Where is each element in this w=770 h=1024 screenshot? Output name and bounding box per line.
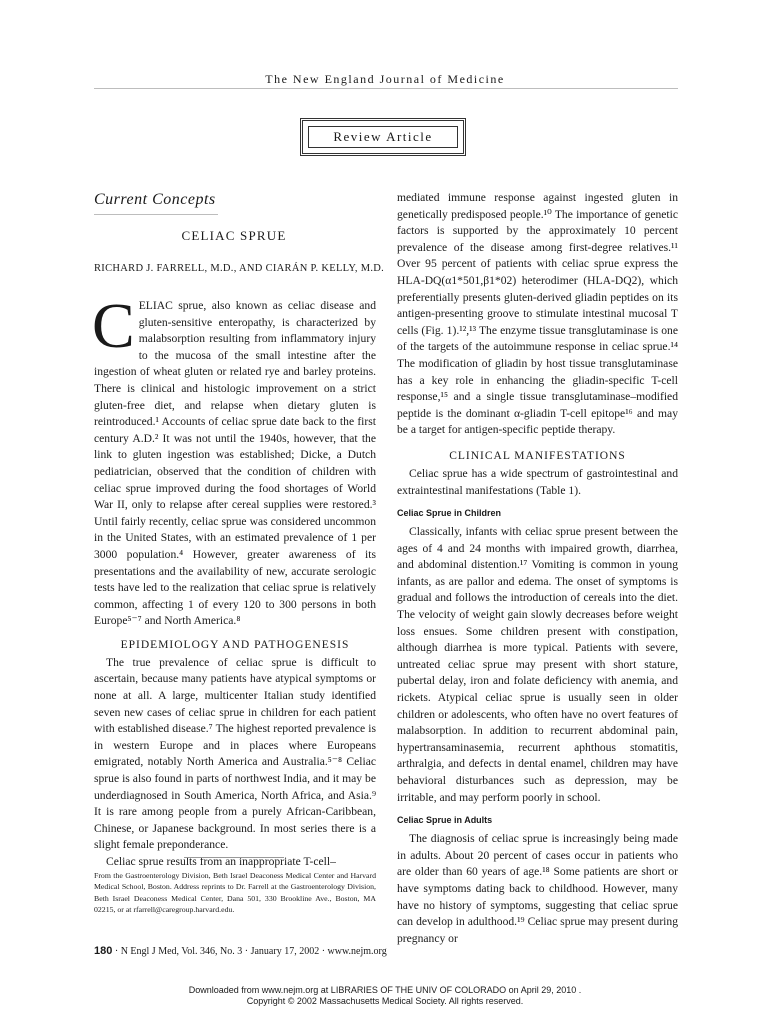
children-paragraph: Classically, infants with celiac sprue present between the ages of 4 and 24 months with impaired growth, diarrhea, and abdominal distention.¹⁷ Vomiting is common in young infants, as are pallor and edema. The onset of symptoms is gradual and follows the introduction of cereals into the diet. The velocity of weight gain slowly decreases before weight loss ensues. Some children present with constipation, although diarrhea is more typical. Patients with severe, untreated celiac sprue may present with short stature, pubertal delay, iron and folate deficiency with anemia, and rickets. Atypical celiac sprue is usually seen in older children or adolescents, who often have no overt features of malabsorption. In addition to recurrent abdominal pain, hypertransaminasemia, recurrent aphthous stomatitis, arthralgia, and defects in dental enamel, children may have behavioral disturbances such as depression, may be irritable, and may perform poorly in school. [397,525,678,804]
header-divider [94,88,678,89]
pathogenesis-continued-paragraph: mediated immune response against ingested gluten in genetically predisposed people.¹⁰ The importance of genetic factors is supported by the approximately 10 percent prevalence of the disease among first-degree relatives.¹¹ Over 95 percent of patients with celiac sprue express the HLA-DQ(α1*501,β1*02) heterodimer (HLA-DQ2), which preferentially presents gluten-derived gliadin peptides on its antigen-presenting groove to stimulate intestinal mucosal T cells (Fig. 1).¹²,¹³ The enzyme tissue transglutaminase is one of the targets of the autoimmune response in celiac sprue.¹⁴ The modification of gliadin by host tissue transglutaminase has a key role in enhancing the gliadin-specific T-cell response,¹⁵ and a single tissue transglutaminase–modified peptide is the dominant α-gliadin T-cell epitope¹⁶ and may be a target for antigen-specific peptide therapy. [397,191,678,437]
copyright-line: Copyright © 2002 Massachusetts Medical Society. All rights reserved. [246,996,524,1006]
article-title: CELIAC SPRUE [181,228,287,243]
intro-text: ELIAC sprue, also known as celiac disease and gluten-sensitive enteropathy, is characterized by malabsorption resulting from inflammatory injury to the mucosa of the small intestine after the ingestion of wheat gluten or related rye and barley proteins. There is clinical and histologic improvement on a strict gluten-free diet, and relapse when dietary gluten is reintroduced.¹ Accounts of celiac sprue date back to the first century A.D.² It was not until the 1940s, however, that the link to gluten ingestion was established; Dicke, a Dutch pediatrician, observed that the condition of children with celiac sprue improved during the food shortages of World War II, only to relapse after cereal supplies were restored.³ Until fairly recently, celiac sprue was considered uncommon in the United States, with an estimated prevalence of 1 per 3000 population.⁴ However, greater awareness of its presentations and the availability of new, accurate serologic tests have led to the realization that celiac sprue is relatively common, affecting 1 of every 120 to 300 persons in both Europe⁵⁻⁷ and North America.⁸ [94,299,376,628]
page-number: 180 [94,945,113,957]
adults-paragraph: The diagnosis of celiac sprue is increasingly being made in adults. About 20 percent of cases occur in patients who are older than 60 years of age.¹⁸ Some patients are short or have symptoms dating back to childhood. However, many have no history of symptoms, suggesting that celiac sprue can develop in adulthood.¹⁹ Celiac sprue may present during pregnancy or [397,832,678,945]
section-heading-clinical: CLINICAL MANIFESTATIONS [449,449,626,462]
drop-cap: C [92,290,135,361]
subheading-adults: Celiac Sprue in Adults [397,815,493,826]
review-article-label: Review Article [308,126,458,148]
download-notice [0,985,770,1007]
intro-paragraph [92,290,376,630]
citation-line: · N Engl J Med, Vol. 346, No. 3 · January 17, 2002 · www.nejm.org [112,946,387,957]
page-footer [94,945,387,957]
article-authors: RICHARD J. FARRELL, M.D., AND CIARÁN P. KELLY, M.D. [94,263,385,274]
footnote-divider [184,857,284,858]
series-divider [94,214,218,215]
series-label: Current Concepts [94,191,216,208]
journal-header: The New England Journal of Medicine [265,72,505,86]
section-heading-epidemiology: EPIDEMIOLOGY AND PATHOGENESIS [120,638,350,651]
review-article-box [300,118,466,156]
affiliation-footnote: From the Gastroenterology Division, Beth Israel Deaconess Medical Center and Harvard Medical School, Boston. Address reprints to Dr. Farrell at the Gastroenterology Division, Beth Israel Deaconess Medical Center, Dana 501, 330 Brookline Ave., Boston, MA 02215, or at rfarrell@caregroup.harvard.edu. [94,871,376,914]
clinical-intro-paragraph: Celiac sprue has a wide spectrum of gastrointestinal and extraintestinal manifestations (Table 1). [397,466,678,497]
left-column [92,290,376,871]
right-column [397,190,678,947]
pathogenesis-paragraph: Celiac sprue results from an inappropriate T-cell– [106,855,336,868]
subheading-children: Celiac Sprue in Children [397,508,502,519]
epidemiology-paragraph: The true prevalence of celiac sprue is difficult to ascertain, because many patients have atypical symptoms or none at all. A large, multicenter Italian study identified seven new cases of celiac sprue in children for each patient with established disease.⁷ The highest reported prevalence is in western Europe and in places where Europeans emigrated, notably North America and Australia.⁵⁻⁸ Celiac sprue is also found in parts of northwest India, and it may be underdiagnosed in South America, North Africa, and Asia.⁹ It is rare among people from a purely African-Caribbean, Chinese, or Japanese background. In most series there is a slight female preponderance. [94,655,376,852]
download-line: Downloaded from www.nejm.org at LIBRARIES OF THE UNIV OF COLORADO on April 29, 2010 . [188,985,582,995]
